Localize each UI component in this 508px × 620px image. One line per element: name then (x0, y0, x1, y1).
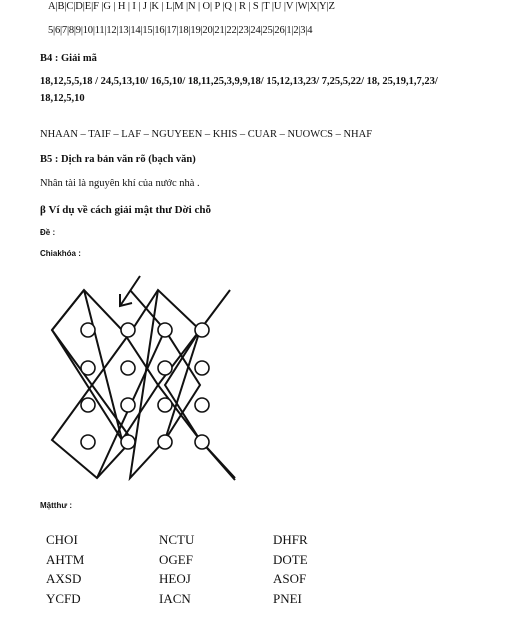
cipher-group: CHOI (46, 532, 78, 547)
node (81, 323, 95, 337)
node (195, 361, 209, 375)
node (158, 398, 172, 412)
node (81, 398, 95, 412)
node (81, 435, 95, 449)
node (158, 323, 172, 337)
code-line-2: 18,12,5,10 (40, 93, 85, 104)
node (121, 323, 135, 337)
node (195, 398, 209, 412)
matthu-column-2 (159, 530, 194, 608)
cipher-group: NCTU (159, 532, 195, 547)
node (158, 361, 172, 375)
matthu-column-3 (273, 530, 308, 608)
matthu-label: Mậtthư : (40, 501, 73, 510)
alphabet-row: A|B|C|D|E|F |G | H | I | J |K | L|M |N | O| P |Q | R | S |T |U |V |W|X|Y|Z (48, 1, 335, 12)
b4-heading: B4 : Giải mã (40, 53, 97, 64)
cipher-group: YCFD (46, 590, 81, 606)
b5-heading: B5 : Dịch ra bản văn rõ (bạch văn) (40, 154, 196, 165)
decoded-answer: NHAAN – TAIF – LAF – NGUYEEN – KHIS – CUAR – NUOWCS – NHAF (40, 129, 373, 140)
cipher-group: AHTM (46, 551, 85, 567)
cipher-group: DOTE (273, 551, 308, 567)
matthu-column-1 (46, 530, 84, 608)
code-line-1: 18,12,5,5,18 / 24,5,13,10/ 16,5,10/ 18,11,25,3,9,9,18/ 15,12,13,23/ 7,25,5,22/ 18, 25,19,1,7,23/ (40, 76, 438, 87)
numbers-row: 5|6|7|8|9|10|11|12|13|14|15|16|17|18|19|20|21|22|23|24|25|26|1|2|3|4 (48, 25, 313, 36)
node (195, 435, 209, 449)
beta-symbol: β (40, 204, 46, 216)
cipher-group: IACN (159, 590, 191, 606)
cipher-group: PNEI (273, 590, 302, 606)
cipher-group: HEOJ (159, 571, 191, 586)
cipher-group: AXSD (46, 571, 82, 586)
de-label: Đề : (40, 228, 56, 237)
arrow-line (120, 276, 140, 306)
node (195, 323, 209, 337)
node (121, 398, 135, 412)
node (121, 435, 135, 449)
node (158, 435, 172, 449)
beta-title: Ví dụ về cách giải mật thư Dời chỗ (48, 204, 211, 216)
plaintext: Nhân tài là nguyên khí của nước nhà . (40, 178, 200, 189)
cipher-group: ASOF (273, 571, 307, 586)
cipher-group: DHFR (273, 532, 308, 547)
node (121, 361, 135, 375)
node (81, 361, 95, 375)
chiakhoa-label: Chiakhóa : (40, 249, 81, 258)
beta-heading (40, 204, 211, 216)
cipher-group: OGEF (159, 551, 193, 567)
key-diagram (40, 270, 260, 485)
